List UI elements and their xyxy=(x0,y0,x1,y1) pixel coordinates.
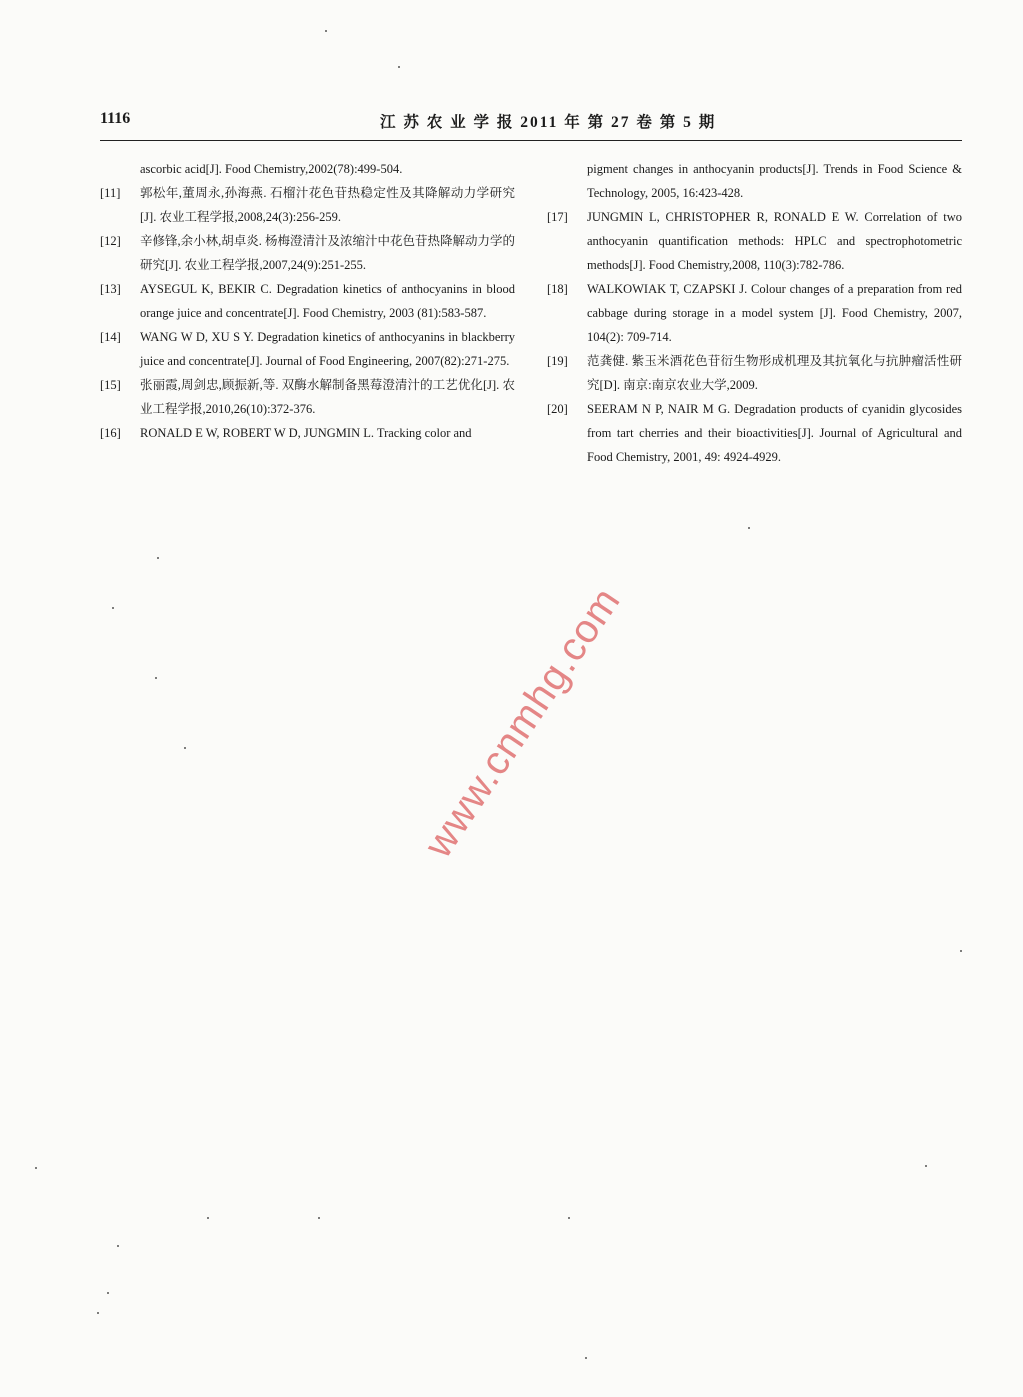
scan-speck xyxy=(568,1217,570,1219)
reference-entry xyxy=(100,325,515,373)
scan-speck xyxy=(112,607,114,609)
reference-text: WALKOWIAK T, CZAPSKI J. Colour changes of a preparation from red cabbage during storage in a model system [J]. Food Chemistry, 2007, 104(2): 709-714. xyxy=(587,282,962,344)
reference-entry xyxy=(547,349,962,397)
scan-speck xyxy=(585,1357,587,1359)
references-left-column xyxy=(100,157,515,445)
reference-text: 张丽霞,周剑忠,顾振新,等. 双酶水解制备黑莓澄清汁的工艺优化[J]. 农业工程学报,2010,26(10):372-376. xyxy=(140,378,515,416)
reference-entry xyxy=(547,205,962,277)
reference-number: [13] xyxy=(100,282,121,296)
scan-speck xyxy=(318,1217,320,1219)
reference-text: AYSEGUL K, BEKIR C. Degradation kinetics of anthocyanins in blood orange juice and concentrate[J]. Food Chemistry, 2003 (81):583-587. xyxy=(140,282,515,320)
header-rule xyxy=(100,140,962,141)
reference-number: [20] xyxy=(547,402,568,416)
scan-speck xyxy=(748,527,750,529)
reference-number: [18] xyxy=(547,282,568,296)
reference-number: [19] xyxy=(547,354,568,368)
scan-speck xyxy=(107,1292,109,1294)
page-header xyxy=(100,110,962,140)
reference-text: pigment changes in anthocyanin products[J]. Trends in Food Science & Technology, 2005, 16:423-428. xyxy=(587,162,962,200)
reference-number: [17] xyxy=(547,210,568,224)
scan-speck xyxy=(155,677,157,679)
scan-speck xyxy=(925,1165,927,1167)
reference-entry xyxy=(547,397,962,469)
reference-entry xyxy=(100,277,515,325)
reference-number: [15] xyxy=(100,378,121,392)
reference-entry xyxy=(100,181,515,229)
reference-number: [11] xyxy=(100,186,121,200)
reference-text: 范龚健. 紫玉米酒花色苷衍生物形成机理及其抗氧化与抗肿瘤活性研究[D]. 南京:南京农业大学,2009. xyxy=(587,354,962,392)
scan-speck xyxy=(97,1312,99,1314)
reference-text: SEERAM N P, NAIR M G. Degradation products of cyanidin glycosides from tart cherries and their bioactivities[J]. Journal of Agricultural and Food Chemistry, 2001, 49: 4924-4929. xyxy=(587,402,962,464)
scan-speck xyxy=(117,1245,119,1247)
reference-entry xyxy=(100,157,515,181)
reference-text: RONALD E W, ROBERT W D, JUNGMIN L. Tracking color and xyxy=(140,426,472,440)
reference-entry xyxy=(100,229,515,277)
reference-entry xyxy=(100,421,515,445)
reference-entry xyxy=(547,277,962,349)
scan-speck xyxy=(157,557,159,559)
scan-speck xyxy=(325,30,327,32)
scan-speck xyxy=(398,66,400,68)
reference-entry xyxy=(100,373,515,421)
watermark: www.cnmhg.com xyxy=(416,579,630,866)
scan-speck xyxy=(960,950,962,952)
page-number: 1116 xyxy=(100,110,131,127)
reference-text: JUNGMIN L, CHRISTOPHER R, RONALD E W. Correlation of two anthocyanin quantification methods: HPLC and spectrophotometric methods[J]. Food Chemistry,2008, 110(3):782-786. xyxy=(587,210,962,272)
reference-text: 郭松年,董周永,孙海燕. 石榴汁花色苷热稳定性及其降解动力学研究[J]. 农业工程学报,2008,24(3):256-259. xyxy=(140,186,515,224)
scan-speck xyxy=(207,1217,209,1219)
reference-text: 辛修锋,余小林,胡卓炎. 杨梅澄清汁及浓缩汁中花色苷热降解动力学的研究[J]. 农业工程学报,2007,24(9):251-255. xyxy=(140,234,516,272)
reference-number: [16] xyxy=(100,426,121,440)
scan-speck xyxy=(35,1167,37,1169)
reference-entry xyxy=(547,157,962,205)
reference-text: WANG W D, XU S Y. Degradation kinetics of anthocyanins in blackberry juice and concentrate[J]. Journal of Food Engineering, 2007(82):271-275. xyxy=(140,330,515,368)
reference-text: ascorbic acid[J]. Food Chemistry,2002(78):499-504. xyxy=(140,162,403,176)
reference-number: [12] xyxy=(100,234,121,248)
journal-title: 江 苏 农 业 学 报 2011 年 第 27 卷 第 5 期 xyxy=(380,114,717,131)
reference-number: [14] xyxy=(100,330,121,344)
references-right-column xyxy=(547,157,962,469)
scan-speck xyxy=(184,747,186,749)
